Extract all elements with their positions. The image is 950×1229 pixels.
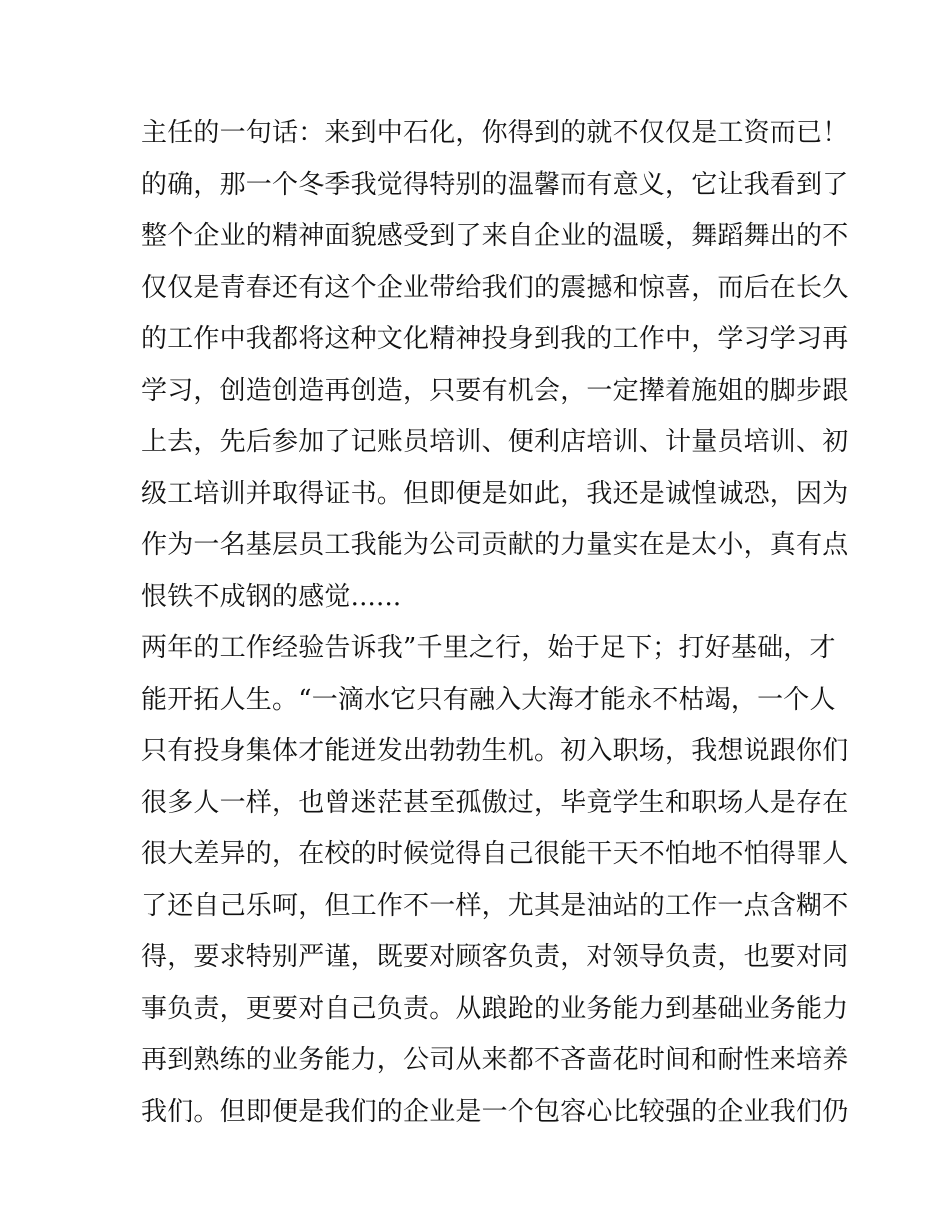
text-line: 只有投身集体才能迸发出勃勃生机。初入职场，我想说跟你们 [141,736,849,766]
text-line: 我们。但即便是我们的企业是一个包容心比较强的企业我们仍 [141,1096,849,1127]
body-text [141,108,849,1138]
text-line: 的确，那一个冬季我觉得特别的温馨而有意义，它让我看到了 [141,169,849,200]
text-line: 级工培训并取得证书。但即便是如此，我还是诚惶诚恐，因为 [141,478,849,509]
text-line: 学习，创造创造再创造，只要有机会，一定撵着施姐的脚步跟 [141,375,849,406]
text-line: 了还自己乐呵，但工作不一样，尤其是油站的工作一点含糊不 [141,890,849,921]
text-line: 能开拓人生。“一滴水它只有融入大海才能永不枯竭，一个人 [141,684,836,715]
text-line: 主任的一句话：来到中石化，你得到的就不仅仅是工资而已！ [141,118,849,148]
text-line: 得，要求特别严谨，既要对顾客负责，对领导负责，也要对同 [141,942,849,972]
text-line: 再到熟练的业务能力，公司从来都不吝啬花时间和耐性来培养 [141,1045,849,1075]
text-line: 仅仅是青春还有这个企业带给我们的震撼和惊喜，而后在长久 [141,272,849,303]
text-line: 作为一名基层员工我能为公司贡献的力量实在是太小，真有点 [141,530,849,560]
text-line: 很多人一样，也曾迷茫甚至孤傲过，毕竟学生和职场人是存在 [141,787,849,818]
text-line: 整个企业的精神面貌感受到了来自企业的温暖，舞蹈舞出的不 [141,221,849,251]
text-line: 上去，先后参加了记账员培训、便利店培训、计量员培训、初 [141,427,849,457]
text-line: 事负责，更要对自己负责。从踉跄的业务能力到基础业务能力 [141,993,849,1024]
text-line: 的工作中我都将这种文化精神投身到我的工作中，学习学习再 [141,324,849,354]
text-line: 两年的工作经验告诉我”千里之行，始于足下；打好基础，才 [141,633,836,663]
text-line: 很大差异的，在校的时候觉得自己很能干天不怕地不怕得罪人 [141,839,849,869]
text-line: 恨铁不成钢的感觉...... [141,581,402,612]
